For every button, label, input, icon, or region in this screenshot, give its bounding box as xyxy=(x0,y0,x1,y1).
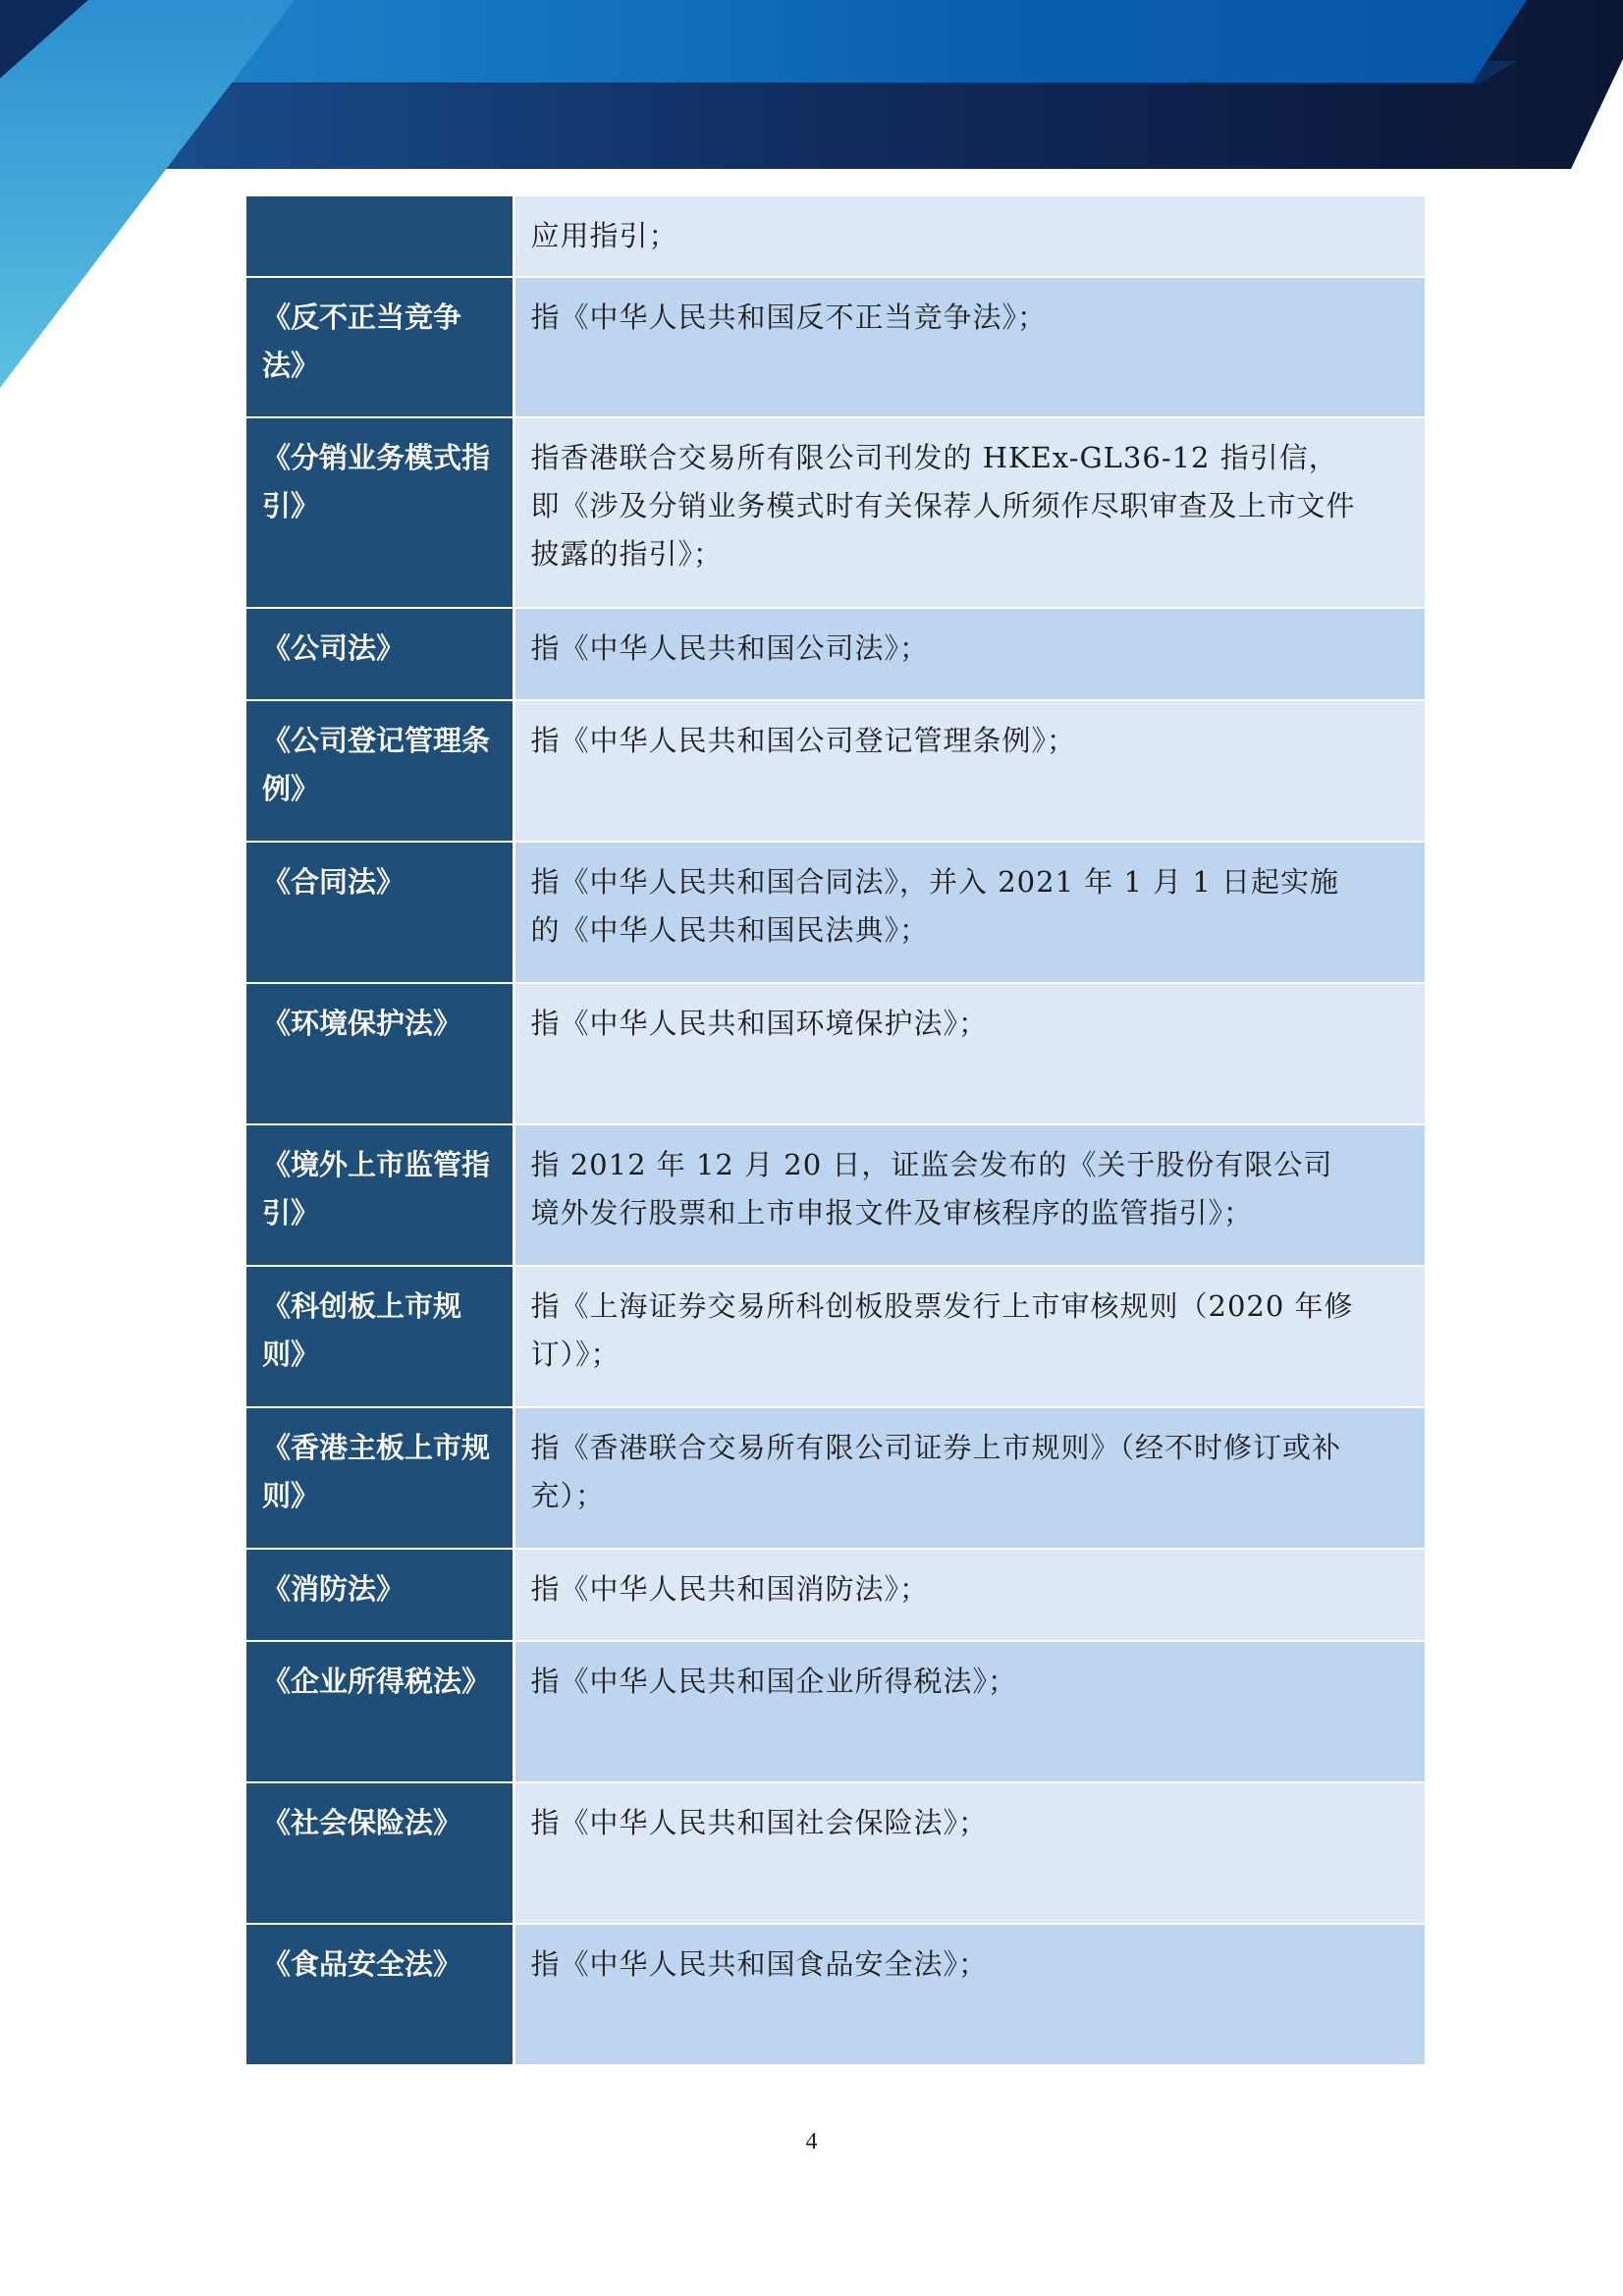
term-cell: 《境外上市监管指引》 xyxy=(246,1124,514,1266)
definition-cell: 指《中华人民共和国社会保险法》； xyxy=(514,1782,1425,1924)
term-cell: 《公司登记管理条例》 xyxy=(246,700,514,842)
table-row xyxy=(246,1641,1425,1782)
table-row xyxy=(246,608,1425,700)
term-cell xyxy=(246,196,514,277)
banner-blue-band xyxy=(196,0,1527,82)
definition-cell: 指《中华人民共和国企业所得税法》； xyxy=(514,1641,1425,1782)
term-cell: 《企业所得税法》 xyxy=(246,1641,514,1782)
table-row xyxy=(246,417,1425,608)
definition-cell: 指《中华人民共和国公司法》； xyxy=(514,608,1425,700)
table-row xyxy=(246,1549,1425,1641)
definition-cell: 指《中华人民共和国公司登记管理条例》； xyxy=(514,700,1425,842)
term-cell: 《反不正当竞争法》 xyxy=(246,277,514,417)
table-row xyxy=(246,700,1425,842)
table-row xyxy=(246,277,1425,417)
table-row xyxy=(246,1407,1425,1549)
definition-cell: 指 2012 年 12 月 20 日，证监会发布的《关于股份有限公司境外发行股票和上市申报文件及审核程序的监管指引》； xyxy=(514,1124,1425,1266)
table-row xyxy=(246,842,1425,983)
definition-cell: 指《中华人民共和国消防法》； xyxy=(514,1549,1425,1641)
term-cell: 《合同法》 xyxy=(246,842,514,983)
table-row xyxy=(246,983,1425,1124)
term-cell: 《公司法》 xyxy=(246,608,514,700)
definition-cell: 指《上海证券交易所科创板股票发行上市审核规则（2020 年修订）》； xyxy=(514,1266,1425,1407)
definition-cell: 指《中华人民共和国环境保护法》； xyxy=(514,983,1425,1124)
table-row xyxy=(246,196,1425,277)
term-cell: 《消防法》 xyxy=(246,1549,514,1641)
table-row xyxy=(246,1124,1425,1266)
definition-cell: 指香港联合交易所有限公司刊发的 HKEx-GL36-12 指引信，即《涉及分销业务模式时有关保荐人所须作尽职审查及上市文件披露的指引》； xyxy=(514,417,1425,608)
term-cell: 《科创板上市规则》 xyxy=(246,1266,514,1407)
definition-cell: 指《香港联合交易所有限公司证券上市规则》（经不时修订或补充）； xyxy=(514,1407,1425,1549)
table-row xyxy=(246,1924,1425,2065)
term-cell: 《食品安全法》 xyxy=(246,1924,514,2065)
definition-cell: 指《中华人民共和国合同法》，并入 2021 年 1 月 1 日起实施的《中华人民共和国民法典》； xyxy=(514,842,1425,983)
definition-cell: 指《中华人民共和国反不正当竞争法》； xyxy=(514,277,1425,417)
term-cell: 《香港主板上市规则》 xyxy=(246,1407,514,1549)
page-number: 4 xyxy=(805,2129,818,2155)
definition-cell: 应用指引； xyxy=(514,196,1425,277)
term-cell: 《环境保护法》 xyxy=(246,983,514,1124)
term-cell: 《分销业务模式指引》 xyxy=(246,417,514,608)
term-cell: 《社会保险法》 xyxy=(246,1782,514,1924)
table-row xyxy=(246,1266,1425,1407)
definitions-table xyxy=(246,196,1425,2066)
table-row xyxy=(246,1782,1425,1924)
definition-cell: 指《中华人民共和国食品安全法》； xyxy=(514,1924,1425,2065)
